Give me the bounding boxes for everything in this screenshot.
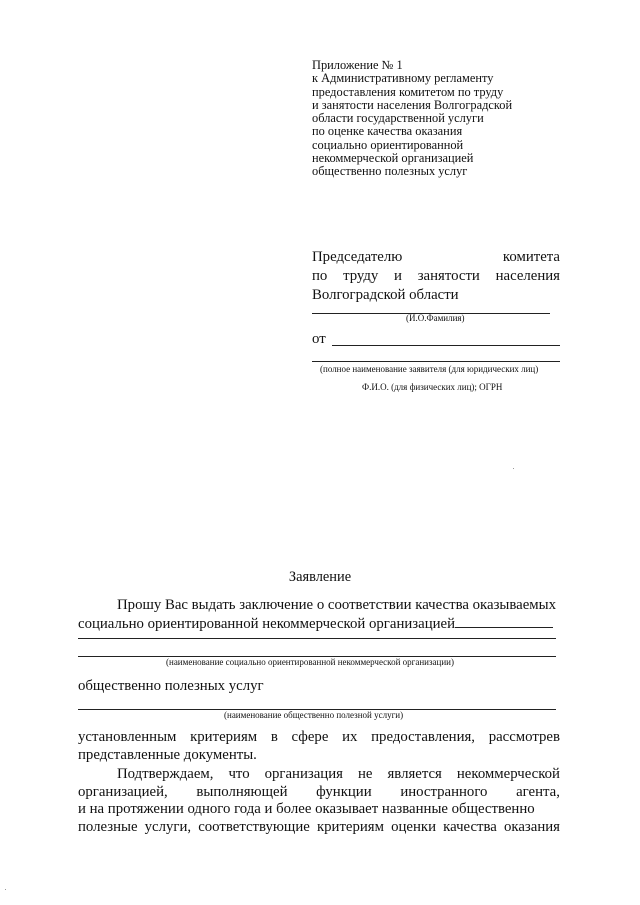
p1-line-1: Прошу Вас выдать заключение о соответствии качества оказываемых [117,597,556,613]
addressee-word: населения [495,268,560,284]
p3-word: агента, [516,783,560,800]
p3-line-1 [78,766,560,784]
appendix-line: предоставления комитетом по труду [312,84,504,99]
p2-word: установленным [78,729,177,745]
addressee-word: труду [343,268,379,284]
paragraph-criteria [78,729,560,764]
paragraph-request [78,597,560,633]
org-name-line-1[interactable] [78,638,556,639]
p2-word: их [342,729,358,745]
p3-word: является [387,766,442,782]
p2-word: рассмотрев [488,729,560,745]
name-caption: (И.О.Фамилия) [406,313,465,323]
p3-word: Подтверждаем, [117,766,214,782]
appendix-line: области государственной услуги [312,111,484,126]
p3-word: выполняющей [196,783,288,800]
from-label: от [312,331,326,347]
p2-line-2: представленные документы. [78,746,257,763]
p3-word: оказания [504,818,560,835]
p3-word: иностранного [400,783,488,800]
p3-word: организация [264,766,343,782]
p3-word: организацией, [78,783,168,800]
addressee-word: занятости [417,268,480,284]
p3-word: услуги, [144,818,192,835]
appendix-line: по оценке качества оказания [312,124,463,139]
appendix-line: социально ориентированной [312,137,464,152]
p3-word: что [228,766,250,782]
p3-word: некоммерческой [456,766,560,782]
p3-word: не [357,766,373,782]
addressee-line-3: Волгоградской области [312,287,459,303]
p2-word: сфере [291,729,329,745]
p3-line-4 [78,819,560,837]
addressee-line-1 [312,248,560,267]
document-title: Заявление [288,569,352,585]
applicant-caption: (полное наименование заявителя (для юридических лиц) [320,364,539,374]
scan-speck [5,889,6,890]
service-caption: (наименование общественно полезной услуги) [224,710,404,720]
p3-word: оценки [391,818,437,835]
p3-word: критериям [316,818,384,835]
org-caption: (наименование социально ориентированной некоммерческой организации) [166,657,454,667]
services-label: общественно полезных услуг [78,678,264,694]
appendix-line: Приложение № 1 [312,58,403,72]
p2-word: предоставления, [371,729,475,745]
addressee-word: комитета [502,249,560,265]
p3-line-2 [78,784,560,802]
applicant-field-line[interactable] [312,361,560,362]
appendix-line: общественно полезных услуг [312,164,468,179]
appendix-block [312,59,512,179]
p3-word: качества [443,818,497,835]
paragraph-confirmation [78,766,560,836]
p1-line-2-text: социально ориентированной некоммерческой организацией [78,615,456,632]
addressee-block [312,248,560,305]
p2-line-1 [78,729,560,747]
p3-word: полезные [78,818,138,835]
applicant-caption-2: Ф.И.О. (для физических лиц); ОГРН [362,382,503,392]
appendix-line: некоммерческой организацией [312,151,474,166]
scan-speck [513,468,514,469]
appendix-line: и занятости населения Волгоградской [312,97,513,112]
p2-word: в [270,729,278,745]
addressee-line-2 [312,267,560,286]
p2-word: критериям [190,729,258,745]
from-field-line[interactable] [332,345,560,346]
p3-word: функции [316,783,372,800]
org-name-field[interactable] [455,615,553,628]
p1-line-2 [78,615,560,634]
p3-word: соответствующие [198,818,310,835]
addressee-word: Председателю [312,249,403,265]
addressee-word: и [394,268,402,284]
p3-line-3: и на протяжении одного года и более оказывает названные общественно [78,801,535,817]
addressee-word: по [312,268,328,284]
appendix-line: к Административному регламенту [312,71,494,86]
